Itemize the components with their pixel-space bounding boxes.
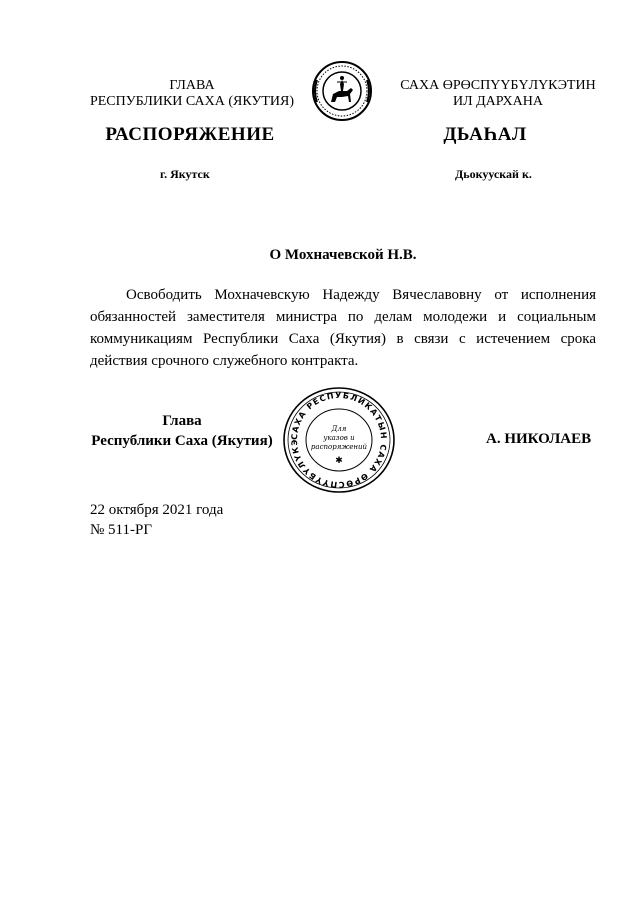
signatory-title-line2: Республики Саха (Якутия) [91,433,273,449]
doc-type-yakut: ДЬАҺАЛ [443,124,527,145]
header-left-line1: ГЛАВА [169,78,215,93]
city-yakut: Дьокуускай к. [455,167,532,181]
document-number: № 511-РГ [90,522,153,538]
seal-center-line3: распоряжений [310,443,368,451]
svg-text:✱: ✱ [335,456,343,466]
seal-center-line2: указов и [323,434,355,442]
seal-ring-text: САХА РЕСПУБЛИКАТЫН САХА ӨРӨСПҮҮБҮЛҮКЭ [289,390,389,490]
header-right-block [388,78,608,110]
header-right-line1: САХА ӨРӨСПҮҮБҮЛҮКЭТИН [400,78,596,93]
signer-name: А. НИКОЛАЕВ [486,431,592,447]
emblem-icon [309,60,375,122]
document-date: 22 октября 2021 года [90,502,224,518]
coat-of-arms-emblem [309,60,375,122]
header-left-line2: РЕСПУБЛИКИ САХА (ЯКУТИЯ) [89,94,295,109]
doc-type-russian: РАСПОРЯЖЕНИЕ [105,124,275,145]
official-seal [281,385,397,495]
document-body: Освободить Мохначевскую Надежду Вячеславовну от исполнения обязанностей заместителя министра по делам молодежи и социальным коммуникациям Республики Саха (Якутия) в связи с истечением срока действия срочного служебного контракта. [90,287,596,369]
signatory-title-line1: Глава [162,413,202,429]
document-subject: О Мохначевской Н.В. [269,247,417,263]
seal-center-line1: Для [331,425,347,433]
city-russian: г. Якутск [160,167,210,181]
document-footer [90,500,223,540]
header-left-block [72,78,312,110]
signatory-title [88,411,276,451]
seal-icon [281,385,397,495]
header-right-line2: ИЛ ДАРХАНА [452,94,543,109]
